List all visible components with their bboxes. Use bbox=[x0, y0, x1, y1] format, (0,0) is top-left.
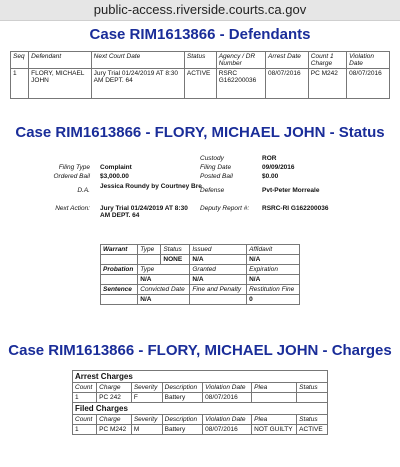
filed-cell-description: Battery bbox=[162, 425, 203, 435]
warrant-status-header: Status bbox=[161, 245, 190, 255]
probation-granted-value: N/A bbox=[190, 275, 247, 285]
arrest-col-description: Description bbox=[162, 383, 203, 393]
col-seq: Seq bbox=[11, 52, 29, 69]
da-value: Jessica Roundy by Courtney Bre bbox=[100, 183, 202, 190]
cell-count1-charge: PC M242 bbox=[308, 69, 346, 99]
filed-cell-plea: NOT GUILTY bbox=[252, 425, 297, 435]
cell-status: ACTIVE bbox=[184, 69, 216, 99]
arrest-cell-violation-date: 08/07/2016 bbox=[203, 393, 252, 403]
status-section bbox=[0, 124, 400, 141]
col-agency: Agency / DR Number bbox=[216, 52, 265, 69]
arrest-col-violation-date: Violation Date bbox=[203, 383, 252, 393]
url-bar[interactable]: public-access.riverside.courts.ca.gov bbox=[0, 0, 400, 21]
sentence-restitution-value: 0 bbox=[247, 295, 300, 305]
sentence-fine-value bbox=[190, 295, 247, 305]
filed-col-description: Description bbox=[162, 415, 203, 425]
table-row bbox=[73, 393, 328, 403]
arrest-col-charge: Charge bbox=[97, 383, 132, 393]
posted-bail-label: Posted Bail bbox=[200, 173, 233, 180]
filed-col-severity: Severity bbox=[131, 415, 162, 425]
ordered-bail-label: Ordered Bail bbox=[53, 173, 90, 180]
status-details bbox=[0, 152, 400, 242]
probation-expiration-header: Expiration bbox=[247, 265, 300, 275]
cell-next-court-date: Jury Trial 01/24/2019 AT 8:30 AM DEPT. 64 bbox=[91, 69, 184, 99]
probation-granted-header: Granted bbox=[190, 265, 247, 275]
filed-cell-severity: M bbox=[131, 425, 162, 435]
status-title: Case RIM1613866 - FLORY, MICHAEL JOHN - Status bbox=[15, 124, 385, 141]
filing-type-label: Filing Type bbox=[58, 164, 90, 171]
defense-label: Defense bbox=[200, 187, 225, 194]
probation-type-header: Type bbox=[138, 265, 190, 275]
warrant-type-header: Type bbox=[138, 245, 161, 255]
next-action-label: Next Action: bbox=[55, 205, 90, 212]
charges-title: Case RIM1613866 - FLORY, MICHAEL JOHN - Charges bbox=[8, 342, 392, 359]
defendants-title: Case RIM1613866 - Defendants bbox=[89, 26, 311, 43]
custody-label: Custody bbox=[200, 155, 224, 162]
filed-cell-charge: PC M242 bbox=[97, 425, 132, 435]
cell-seq: 1 bbox=[11, 69, 29, 99]
defendants-section bbox=[0, 26, 400, 99]
sentence-blank bbox=[101, 295, 138, 305]
filed-cell-violation-date: 08/07/2016 bbox=[203, 425, 252, 435]
defendants-header-row bbox=[11, 52, 390, 69]
charges-table bbox=[72, 370, 328, 435]
filed-charges-label: Filed Charges bbox=[73, 403, 328, 415]
filed-cell-count: 1 bbox=[73, 425, 97, 435]
col-status: Status bbox=[184, 52, 216, 69]
warrant-blank bbox=[101, 255, 138, 265]
filed-col-plea: Plea bbox=[252, 415, 297, 425]
arrest-cell-charge: PC 242 bbox=[97, 393, 132, 403]
cell-arrest-date: 08/07/2016 bbox=[266, 69, 309, 99]
table-row[interactable] bbox=[11, 69, 390, 99]
deputy-report-value: RSRC-RI G162200036 bbox=[262, 205, 329, 212]
filed-col-charge: Charge bbox=[97, 415, 132, 425]
warrant-affidavit-header: Affidavit bbox=[247, 245, 300, 255]
filed-cell-status: ACTIVE bbox=[297, 425, 328, 435]
sentence-label: Sentence bbox=[101, 285, 138, 295]
deputy-report-label: Deputy Report #: bbox=[200, 205, 250, 212]
arrest-col-plea: Plea bbox=[252, 383, 297, 393]
arrest-charges-label: Arrest Charges bbox=[73, 371, 328, 383]
probation-type-value: N/A bbox=[138, 275, 190, 285]
col-arrest-date: Arrest Date bbox=[266, 52, 309, 69]
arrest-cell-severity: F bbox=[131, 393, 162, 403]
warrant-type-value bbox=[138, 255, 161, 265]
probation-label: Probation bbox=[101, 265, 138, 275]
warrant-issued-value: N/A bbox=[190, 255, 247, 265]
custody-value: ROR bbox=[262, 155, 277, 162]
filed-col-violation-date: Violation Date bbox=[203, 415, 252, 425]
da-label: D.A. bbox=[77, 187, 90, 194]
next-action-value: Jury Trial 01/24/2019 AT 8:30 AM DEPT. 64 bbox=[100, 205, 188, 219]
arrest-cell-plea bbox=[252, 393, 297, 403]
warrant-affidavit-value: N/A bbox=[247, 255, 300, 265]
filed-col-status: Status bbox=[297, 415, 328, 425]
probation-blank bbox=[101, 275, 138, 285]
sentence-restitution-header: Restitution Fine bbox=[247, 285, 300, 295]
sentence-fine-header: Fine and Penalty bbox=[190, 285, 247, 295]
charges-section bbox=[0, 342, 400, 359]
cell-agency: RSRC G162200036 bbox=[216, 69, 265, 99]
arrest-cell-count: 1 bbox=[73, 393, 97, 403]
sentence-convicted-header: Convicted Date bbox=[138, 285, 190, 295]
arrest-cell-status bbox=[297, 393, 328, 403]
col-defendant: Defendant bbox=[29, 52, 92, 69]
sentence-convicted-value: N/A bbox=[138, 295, 190, 305]
col-count1-charge: Count 1 Charge bbox=[308, 52, 346, 69]
ordered-bail-value: $3,000.00 bbox=[100, 173, 129, 180]
arrest-col-status: Status bbox=[297, 383, 328, 393]
cell-defendant[interactable]: FLORY, MICHAEL JOHN bbox=[29, 69, 92, 99]
filing-type-value: Complaint bbox=[100, 164, 132, 171]
defense-value: Pvt-Peter Morreale bbox=[262, 187, 320, 194]
filed-col-count: Count bbox=[73, 415, 97, 425]
probation-expiration-value: N/A bbox=[247, 275, 300, 285]
cell-violation-date: 08/07/2016 bbox=[347, 69, 390, 99]
arrest-col-severity: Severity bbox=[131, 383, 162, 393]
warrant-label: Warrant bbox=[101, 245, 138, 255]
warrant-probation-sentence-table bbox=[100, 244, 300, 305]
defendants-table bbox=[10, 51, 390, 99]
posted-bail-value: $0.00 bbox=[262, 173, 279, 180]
warrant-issued-header: Issued bbox=[190, 245, 247, 255]
arrest-col-count: Count bbox=[73, 383, 97, 393]
col-next-court-date: Next Court Date bbox=[91, 52, 184, 69]
filing-date-label: Filing Date bbox=[200, 164, 232, 171]
filing-date-value: 09/09/2016 bbox=[262, 164, 295, 171]
table-row bbox=[73, 425, 328, 435]
arrest-cell-description: Battery bbox=[162, 393, 203, 403]
col-violation-date: Violation Date bbox=[347, 52, 390, 69]
warrant-status-value: NONE bbox=[161, 255, 190, 265]
